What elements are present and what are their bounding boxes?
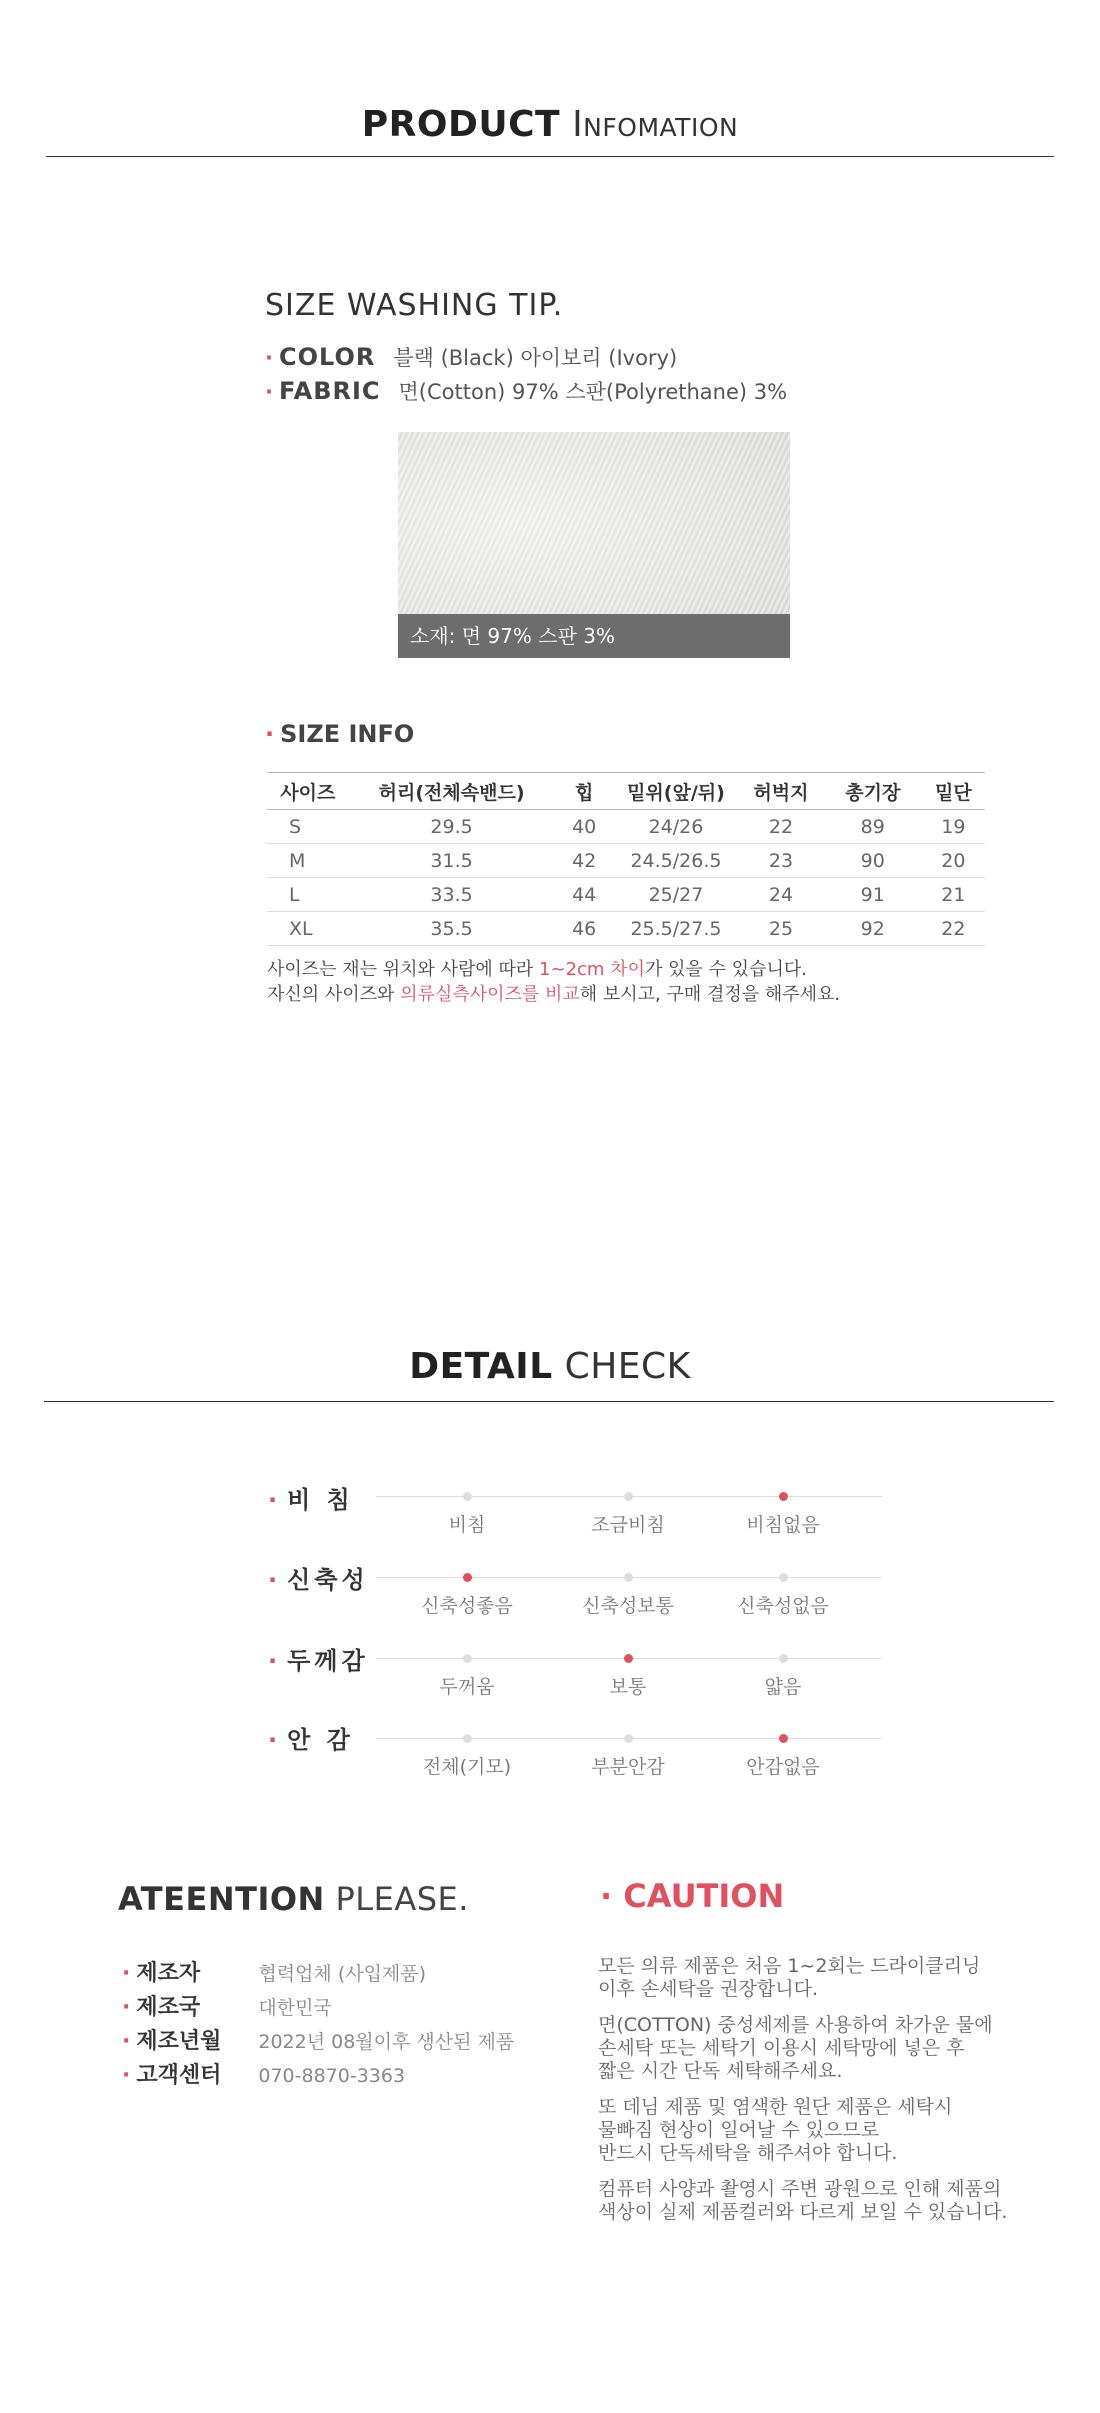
detail-label-text: 두께감	[287, 1647, 369, 1675]
table-header-cell: 밑위(앞/뒤)	[614, 773, 738, 810]
detail-option: 신축성좋음	[421, 1595, 513, 1617]
note-text: 가 있을 수 있습니다.	[644, 959, 807, 980]
table-row	[267, 912, 985, 946]
detail-point	[463, 1654, 472, 1663]
table-cell: XL	[267, 912, 349, 946]
table-row	[267, 844, 985, 878]
bullet-dot: ·	[122, 1995, 131, 2020]
color-label: COLOR	[278, 343, 376, 371]
caution-paragraph	[598, 2014, 1058, 2083]
table-cell: 89	[824, 810, 922, 844]
attention-value: 협력업체 (사입제품)	[258, 1963, 427, 1985]
caution-line: 물빠짐 현상이 일어날 수 있으므로	[598, 2119, 880, 2141]
detail-label-text: 신축성	[287, 1566, 369, 1594]
table-cell: S	[267, 810, 349, 844]
bullet-dot: ·	[268, 1726, 282, 1754]
table-cell: 92	[824, 912, 922, 946]
bullet-dot: ·	[265, 720, 275, 748]
attention-title-bold: ATEENTION	[118, 1880, 325, 1918]
table-cell: 91	[824, 878, 922, 912]
color-row	[265, 342, 677, 372]
size-table-header	[267, 773, 985, 810]
table-cell: M	[267, 844, 349, 878]
table-row	[267, 810, 985, 844]
attention-title	[118, 1880, 469, 1918]
table-cell: 24/26	[614, 810, 738, 844]
detail-check-divider	[44, 1401, 1054, 1402]
detail-row-label	[268, 1641, 369, 1676]
table-cell: 25.5/27.5	[614, 912, 738, 946]
fabric-label: FABRIC	[278, 377, 381, 405]
table-cell: 40	[555, 810, 614, 844]
table-cell: L	[267, 878, 349, 912]
detail-option: 안감없음	[746, 1756, 820, 1778]
table-cell: 19	[922, 810, 985, 844]
detail-row-label	[268, 1720, 354, 1755]
detail-point	[624, 1734, 633, 1743]
attention-key: 제조년월	[136, 2029, 222, 2054]
detail-point-selected	[779, 1492, 788, 1501]
detail-check-title	[0, 1346, 1100, 1387]
detail-option: 조금비침	[591, 1514, 665, 1536]
detail-label-text: 비 침	[287, 1486, 354, 1514]
note-text: 자신의 사이즈와	[267, 984, 401, 1005]
caution-line: 이후 손세탁을 권장합니다.	[598, 1978, 819, 2000]
attention-key: 고객센터	[136, 2063, 222, 2088]
detail-label-text: 안 감	[287, 1726, 354, 1754]
product-info-title-light: Infomation	[572, 104, 739, 145]
product-info-title-bold: PRODUCT	[361, 104, 561, 145]
detail-option: 부분안감	[591, 1756, 665, 1778]
table-header-cell: 사이즈	[267, 773, 349, 810]
table-header-cell: 허벅지	[738, 773, 824, 810]
detail-option: 신축성보통	[582, 1595, 674, 1617]
note-text: 사이즈는 재는 위치와 사람에 따라	[267, 959, 540, 980]
detail-point-selected	[624, 1654, 633, 1663]
attention-value: 2022년 08월이후 생산된 제품	[258, 2031, 515, 2053]
bullet-dot: ·	[122, 1961, 131, 1986]
attention-value: 대한민국	[258, 1997, 332, 2019]
table-cell: 24.5/26.5	[614, 844, 738, 878]
caution-line: 짧은 시간 단독 세탁해주세요.	[598, 2060, 843, 2082]
detail-point	[463, 1492, 472, 1501]
bullet-dot: ·	[265, 380, 273, 404]
caution-title: · CAUTION	[600, 1877, 785, 1915]
table-cell: 46	[555, 912, 614, 946]
table-cell: 29.5	[349, 810, 555, 844]
table-cell: 24	[738, 878, 824, 912]
detail-option: 두꺼움	[439, 1676, 495, 1698]
caution-line: 면(COTTON) 중성세제를 사용하여 차가운 물에	[598, 2014, 993, 2036]
table-cell: 22	[922, 912, 985, 946]
attention-title-light: PLEASE.	[335, 1880, 469, 1918]
table-cell: 44	[555, 878, 614, 912]
fabric-caption: 소재: 면 97% 스판 3%	[398, 614, 790, 658]
detail-option: 신축성없음	[737, 1595, 829, 1617]
table-header-cell: 허리(전체속밴드)	[349, 773, 555, 810]
size-note-2	[267, 980, 840, 1006]
table-header-cell: 힙	[555, 773, 614, 810]
color-value: 블랙 (Black) 아이보리 (Ivory)	[393, 346, 678, 370]
note-text: 해 보시고, 구매 결정을 해주세요.	[579, 984, 841, 1005]
caution-line: 모든 의류 제품은 처음 1~2회는 드라이클리닝	[598, 1955, 981, 1977]
detail-point	[624, 1492, 633, 1501]
detail-check-title-bold: DETAIL	[409, 1346, 553, 1387]
caution-line: 손세탁 또는 세탁기 이용시 세탁망에 넣은 후	[598, 2037, 965, 2059]
detail-option: 보통	[609, 1676, 647, 1698]
size-note-1	[267, 955, 807, 981]
fabric-swatch-image	[398, 432, 790, 658]
detail-check-title-light: CHECK	[564, 1346, 691, 1387]
attention-key: 제조자	[136, 1961, 201, 1986]
detail-point-selected	[463, 1573, 472, 1582]
fabric-texture	[398, 432, 790, 614]
caution-line: 색상이 실제 제품컬러와 다르게 보일 수 있습니다.	[598, 2201, 1008, 2223]
detail-option: 비침없음	[746, 1514, 820, 1536]
table-cell: 20	[922, 844, 985, 878]
bullet-dot: ·	[268, 1566, 282, 1594]
caution-paragraph	[598, 2096, 1058, 2165]
bullet-dot: ·	[122, 2029, 131, 2054]
product-info-title	[0, 104, 1100, 145]
attention-row	[122, 1956, 426, 1987]
detail-row-label	[268, 1480, 354, 1515]
table-cell: 35.5	[349, 912, 555, 946]
table-cell: 23	[738, 844, 824, 878]
table-cell: 90	[824, 844, 922, 878]
table-cell: 42	[555, 844, 614, 878]
detail-option: 전체(기모)	[422, 1756, 512, 1778]
fabric-row	[265, 376, 787, 406]
bullet-dot: ·	[122, 2063, 131, 2088]
table-cell: 33.5	[349, 878, 555, 912]
size-info-label: SIZE INFO	[280, 720, 415, 748]
attention-key: 제조국	[136, 1995, 201, 2020]
size-table	[267, 772, 985, 946]
size-washing-title: SIZE WASHING TIP.	[265, 288, 564, 323]
detail-point-selected	[779, 1734, 788, 1743]
table-cell: 21	[922, 878, 985, 912]
bullet-dot: ·	[268, 1647, 282, 1675]
caution-paragraph	[598, 1955, 1058, 2001]
caution-line: 또 데님 제품 및 염색한 원단 제품은 세탁시	[598, 2096, 953, 2118]
table-header-cell: 밑단	[922, 773, 985, 810]
table-cell: 22	[738, 810, 824, 844]
table-cell: 25	[738, 912, 824, 946]
detail-point	[779, 1573, 788, 1582]
attention-row	[122, 2058, 405, 2089]
table-cell: 31.5	[349, 844, 555, 878]
caution-line: 컴퓨터 사양과 촬영시 주변 광원으로 인해 제품의	[598, 2178, 1002, 2200]
attention-value: 070-8870-3363	[258, 2065, 406, 2087]
caution-paragraph	[598, 2178, 1058, 2224]
fabric-value: 면(Cotton) 97% 스판(Polyrethane) 3%	[398, 380, 788, 404]
detail-option: 얇음	[764, 1676, 802, 1698]
product-info-divider	[46, 156, 1054, 157]
table-row	[267, 878, 985, 912]
size-info-title	[265, 720, 414, 748]
bullet-dot: ·	[268, 1486, 282, 1514]
bullet-dot: ·	[265, 346, 273, 370]
detail-point	[624, 1573, 633, 1582]
table-cell: 25/27	[614, 878, 738, 912]
caution-line: 반드시 단독세탁을 해주셔야 합니다.	[598, 2142, 898, 2164]
table-header-cell: 총기장	[824, 773, 922, 810]
detail-point	[463, 1734, 472, 1743]
attention-row	[122, 2024, 514, 2055]
note-highlight: 의류실측사이즈를 비교	[400, 984, 580, 1005]
detail-point	[779, 1654, 788, 1663]
detail-row-label	[268, 1560, 369, 1595]
note-highlight: 1~2cm 차이	[539, 959, 645, 980]
detail-option: 비침	[448, 1514, 486, 1536]
attention-row	[122, 1990, 332, 2021]
